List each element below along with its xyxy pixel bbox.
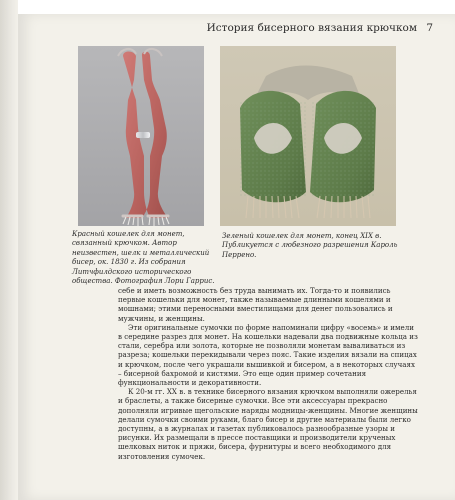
paragraph: Эти оригинальные сумочки по форме напоминали цифру «восемь» и имели в середине разрез для монет. На кошельки надевали два подвижные кольца из стали, серебра или золота, которые не позволяли монетам вываливаться из разреза; кошельки перекидывали через пояс. Такие изделия вязали на спицах и крючком, после чего украшали вышивкой и бисером, а в некоторых случаях – бисерной бахромой и кистями. Это еще один пример сочетания функциональности и декоративности.	[118, 322, 418, 388]
paragraph: К 20-м гг. XX в. в технике бисерного вязания крючком выполняли ожерелья и браслеты, а также бисерные сумочки. Все эти аксессуары прекрасно дополняли игривые щегольские наряды модницы-женщины. Многие женщины делали сумочки своими руками, благо бисер и другие материалы были легко доступны, а в журналах и газетах публиковалось разнообразные узоры и рисунки. Их размещали в прессе поставщики и производители крученых шелковых ниток и пряжи, бисера, фурнитуры и всего необходимого для изготовления сумочек.	[118, 387, 418, 461]
figure-caption-right: Зеленый кошелек для монет, конец XIX в. Публикуется с любезного разрешения Кароль Перрено.	[222, 232, 398, 259]
red-purse-illustration	[78, 46, 204, 226]
left-page-gutter	[0, 0, 18, 500]
green-purse-illustration	[220, 46, 396, 226]
page-number: 7	[426, 22, 433, 34]
green-purse-photo	[220, 46, 396, 226]
running-head: История бисерного вязания крючком	[206, 22, 417, 34]
top-page-edge	[0, 0, 455, 14]
red-purse-photo	[78, 46, 204, 226]
main-text	[118, 286, 418, 461]
figure-caption-left: Красный кошелек для монет, связанный крючком. Автор неизвестен, шелк и металлический бисер, ок. 1830 г. Из собрания Литчфилдского исторического общества. Фотография Лори Гаррис.	[72, 230, 215, 286]
paragraph: себе и иметь возможность без труда вынимать их. Тогда-то и появились первые кошельки для монет, также называемые длинными кошелями и мошнами; этими переносными вместилищами для денег пользовались и мужчины, и женщины.	[118, 286, 393, 323]
